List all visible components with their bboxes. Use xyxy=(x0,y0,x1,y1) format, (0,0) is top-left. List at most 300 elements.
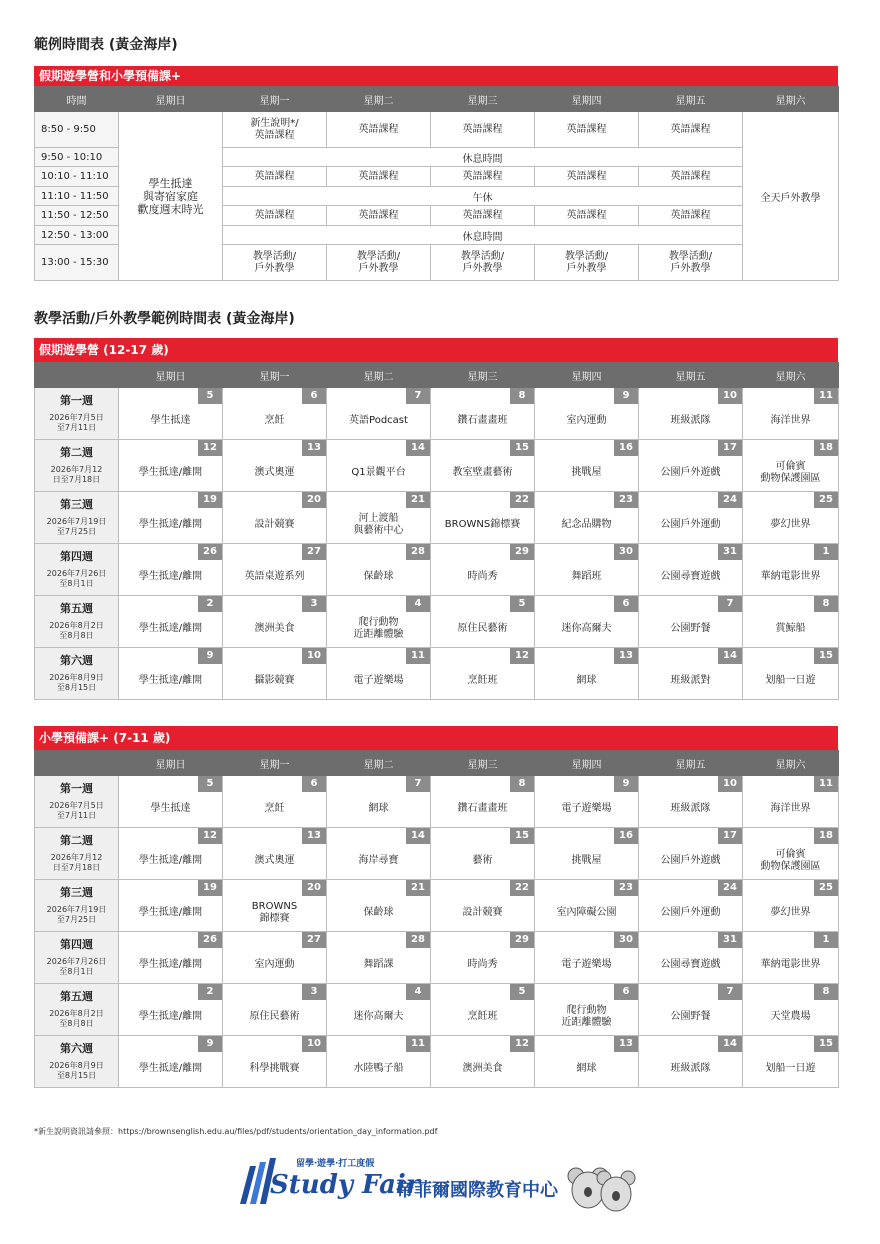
day-cell xyxy=(639,596,743,648)
day-number: 13 xyxy=(614,648,638,664)
activity-label: 烹飪班 xyxy=(467,1010,498,1022)
cal-header: 星期三 xyxy=(431,363,535,388)
day-number: 11 xyxy=(406,648,430,664)
day-cell xyxy=(535,1036,639,1088)
activity-label: 海洋世界 xyxy=(770,802,811,814)
week-label: 第六週 xyxy=(60,654,93,667)
day-cell xyxy=(119,932,223,984)
cal-header: 星期四 xyxy=(535,363,639,388)
day-number: 25 xyxy=(814,492,838,508)
day-cell xyxy=(327,932,431,984)
time-slot: 11:50 - 12:50 xyxy=(35,206,119,226)
week-dates: 2026年7月12 日至7月18日 xyxy=(50,465,103,484)
cal-header: 星期一 xyxy=(223,363,327,388)
day-number: 8 xyxy=(814,984,838,1000)
day-number: 14 xyxy=(406,828,430,844)
day-cell xyxy=(119,596,223,648)
day-number: 6 xyxy=(614,984,638,1000)
day-cell xyxy=(119,880,223,932)
day-cell xyxy=(535,492,639,544)
day-number: 13 xyxy=(302,828,326,844)
day-cell xyxy=(223,828,327,880)
day-cell xyxy=(431,492,535,544)
activity-label: 澳洲美食 xyxy=(462,1062,503,1074)
day-cell xyxy=(639,544,743,596)
activity-label: 班級派對 xyxy=(670,674,711,686)
day-number: 11 xyxy=(406,1036,430,1052)
cal-header: 星期五 xyxy=(639,751,743,776)
day-number: 24 xyxy=(718,492,742,508)
t1-header: 星期五 xyxy=(639,87,743,112)
activity-label: 挑戰屋 xyxy=(571,854,602,866)
t1-header: 時間 xyxy=(35,87,119,112)
activity-label: 水陸鴨子船 xyxy=(353,1062,404,1074)
day-cell xyxy=(223,648,327,700)
week-label-cell xyxy=(35,828,119,880)
cal-header: 星期日 xyxy=(119,363,223,388)
activity-label: 電子遊樂場 xyxy=(353,674,404,686)
day-number: 27 xyxy=(302,544,326,560)
activity-label: 科學挑戰賽 xyxy=(249,1062,300,1074)
day-number: 20 xyxy=(302,880,326,896)
day-cell xyxy=(431,440,535,492)
class-cell: 英語課程 xyxy=(431,112,535,148)
time-slot: 13:00 - 15:30 xyxy=(35,245,119,281)
day-number: 25 xyxy=(814,880,838,896)
activity-label: 公園戶外運動 xyxy=(660,906,721,918)
week-label-cell xyxy=(35,880,119,932)
day-cell xyxy=(743,1036,839,1088)
day-number: 21 xyxy=(406,880,430,896)
activity-label: 室內運動 xyxy=(254,958,295,970)
day-cell xyxy=(327,544,431,596)
day-number: 19 xyxy=(198,880,222,896)
t1-header: 星期四 xyxy=(535,87,639,112)
activity-label: 海洋世界 xyxy=(770,414,811,426)
activity-label: 迷你高爾夫 xyxy=(353,1010,404,1022)
day-number: 8 xyxy=(510,776,534,792)
day-cell xyxy=(431,648,535,700)
activity-label: 班級派隊 xyxy=(670,414,711,426)
day-number: 16 xyxy=(614,828,638,844)
activity-label: 河上渡船 與藝術中心 xyxy=(353,512,404,536)
activity-label: 烹飪班 xyxy=(467,674,498,686)
day-cell xyxy=(743,544,839,596)
week-label-cell xyxy=(35,776,119,828)
week-label-cell xyxy=(35,932,119,984)
day-cell xyxy=(327,776,431,828)
day-number: 9 xyxy=(198,1036,222,1052)
week-dates: 2026年7月26日 至8月1日 xyxy=(46,957,107,976)
day-cell xyxy=(431,388,535,440)
activity-label: 攝影競賽 xyxy=(254,674,295,686)
day-cell xyxy=(639,648,743,700)
cal-header xyxy=(35,363,119,388)
activity-label: 藝術 xyxy=(472,854,493,866)
week-label: 第三週 xyxy=(60,498,93,511)
activity-label: 華納電影世界 xyxy=(760,570,821,582)
day-cell xyxy=(119,984,223,1036)
day-number: 7 xyxy=(406,776,430,792)
day-number: 26 xyxy=(198,932,222,948)
day-cell xyxy=(327,828,431,880)
logo-name-en: Study Fair xyxy=(270,1170,420,1200)
day-cell xyxy=(119,828,223,880)
activity-label: 電子遊樂場 xyxy=(561,958,612,970)
day-number: 29 xyxy=(510,932,534,948)
week-dates: 2026年7月12 日至7月18日 xyxy=(50,853,103,872)
day-number: 6 xyxy=(614,596,638,612)
day-cell xyxy=(743,880,839,932)
activity-label: 爬行動物 近距離體驗 xyxy=(561,1004,612,1028)
camp1-calendar xyxy=(34,362,839,700)
day-cell xyxy=(535,596,639,648)
activity-label: 保齡球 xyxy=(363,906,394,918)
section2-title: 教學活動/戶外教學範例時間表 (黃金海岸) xyxy=(34,311,295,327)
day-cell xyxy=(535,984,639,1036)
day-cell xyxy=(431,596,535,648)
activity-label: 天堂農場 xyxy=(770,1010,811,1022)
activity-label: 時尚秀 xyxy=(467,570,498,582)
week-label: 第二週 xyxy=(60,834,93,847)
activity-label: 時尚秀 xyxy=(467,958,498,970)
activity-label: 挑戰屋 xyxy=(571,466,602,478)
day-number: 3 xyxy=(302,596,326,612)
day-cell xyxy=(743,492,839,544)
class-cell: 教學活動/ 戶外教學 xyxy=(327,245,431,281)
activity-label: 公園戶外遊戲 xyxy=(660,854,721,866)
day-cell xyxy=(223,932,327,984)
section1-title: 範例時間表 (黃金海岸) xyxy=(34,37,178,53)
activity-label: 可倫賓 動物保護園區 xyxy=(760,848,821,872)
week-label-cell xyxy=(35,648,119,700)
class-cell: 英語課程 xyxy=(327,112,431,148)
time-slot: 12:50 - 13:00 xyxy=(35,226,119,245)
cal-header: 星期日 xyxy=(119,751,223,776)
week-label: 第三週 xyxy=(60,886,93,899)
class-cell: 英語課程 xyxy=(639,167,743,187)
week-label: 第二週 xyxy=(60,446,93,459)
time-slot: 9:50 - 10:10 xyxy=(35,148,119,167)
week-dates: 2026年8月2日 至8月8日 xyxy=(49,621,104,640)
day-cell xyxy=(327,596,431,648)
cal-header: 星期二 xyxy=(327,363,431,388)
day-cell xyxy=(535,388,639,440)
activity-label: 鑽石畫畫班 xyxy=(457,414,508,426)
day-cell xyxy=(223,880,327,932)
day-cell xyxy=(743,440,839,492)
day-number: 14 xyxy=(718,1036,742,1052)
day-number: 5 xyxy=(198,776,222,792)
day-number: 6 xyxy=(302,776,326,792)
day-cell xyxy=(119,776,223,828)
day-cell xyxy=(639,880,743,932)
day-cell xyxy=(119,492,223,544)
activity-label: BROWNS 錦標賽 xyxy=(251,900,298,924)
day-cell xyxy=(743,648,839,700)
activity-label: 烹飪 xyxy=(264,802,285,814)
day-number: 11 xyxy=(814,388,838,404)
day-cell xyxy=(639,776,743,828)
activity-label: 澳式奧運 xyxy=(254,854,295,866)
day-number: 12 xyxy=(198,440,222,456)
class-cell: 英語課程 xyxy=(639,206,743,226)
day-number: 15 xyxy=(510,828,534,844)
day-number: 9 xyxy=(614,776,638,792)
day-number: 10 xyxy=(718,388,742,404)
day-cell xyxy=(223,544,327,596)
day-number: 7 xyxy=(718,984,742,1000)
week-dates: 2026年8月9日 至8月15日 xyxy=(49,673,104,692)
class-cell: 英語課程 xyxy=(223,167,327,187)
day-cell xyxy=(327,648,431,700)
week-label: 第一週 xyxy=(60,782,93,795)
week-dates: 2026年7月19日 至7月25日 xyxy=(46,905,107,924)
class-cell: 新生說明*/ 英語課程 xyxy=(223,112,327,148)
activity-label: 電子遊樂場 xyxy=(561,802,612,814)
day-cell xyxy=(431,544,535,596)
camp2-calendar xyxy=(34,750,839,1088)
koala-mascot-icon xyxy=(566,1160,636,1218)
day-cell xyxy=(535,932,639,984)
class-cell: 英語課程 xyxy=(535,206,639,226)
day-number: 12 xyxy=(510,1036,534,1052)
day-cell xyxy=(119,648,223,700)
day-cell xyxy=(639,440,743,492)
day-cell xyxy=(535,544,639,596)
day-number: 13 xyxy=(614,1036,638,1052)
class-cell: 英語課程 xyxy=(535,167,639,187)
activity-label: 紀念品購物 xyxy=(561,518,612,530)
activity-label: 烹飪 xyxy=(264,414,285,426)
activity-label: 鑽石畫畫班 xyxy=(457,802,508,814)
cal-header: 星期一 xyxy=(223,751,327,776)
t1-header: 星期六 xyxy=(743,87,839,112)
activity-label: 學生抵達/離開 xyxy=(138,674,203,686)
activity-label: 學生抵達/離開 xyxy=(138,958,203,970)
day-cell xyxy=(535,828,639,880)
section1-banner: 假期遊學營和小學預備課+ xyxy=(34,66,838,86)
day-cell xyxy=(431,880,535,932)
activity-label: 澳式奧運 xyxy=(254,466,295,478)
day-number: 5 xyxy=(510,596,534,612)
class-cell: 英語課程 xyxy=(223,206,327,226)
day-number: 13 xyxy=(302,440,326,456)
day-cell xyxy=(431,776,535,828)
activity-label: 公園尋寶遊戲 xyxy=(660,958,721,970)
activity-label: 學生抵達/離開 xyxy=(138,906,203,918)
day-cell xyxy=(639,1036,743,1088)
activity-label: 學生抵達/離開 xyxy=(138,1010,203,1022)
activity-label: 網球 xyxy=(576,674,597,686)
time-slot: 11:10 - 11:50 xyxy=(35,187,119,206)
activity-label: 室內運動 xyxy=(566,414,607,426)
day-number: 28 xyxy=(406,544,430,560)
activity-label: 舞蹈課 xyxy=(363,958,394,970)
day-number: 6 xyxy=(302,388,326,404)
day-number: 29 xyxy=(510,544,534,560)
week-dates: 2026年8月9日 至8月15日 xyxy=(49,1061,104,1080)
day-number: 23 xyxy=(614,492,638,508)
day-number: 17 xyxy=(718,828,742,844)
day-cell xyxy=(639,932,743,984)
time-slot: 10:10 - 11:10 xyxy=(35,167,119,187)
saturday-cell: 全天戶外教學 xyxy=(743,112,839,281)
day-number: 21 xyxy=(406,492,430,508)
activity-label: 班級派隊 xyxy=(670,802,711,814)
day-number: 30 xyxy=(614,544,638,560)
day-number: 10 xyxy=(302,1036,326,1052)
activity-label: 室內障礙公園 xyxy=(556,906,617,918)
activity-label: 舞蹈班 xyxy=(571,570,602,582)
day-number: 18 xyxy=(814,828,838,844)
activity-label: 爬行動物 近距離體驗 xyxy=(353,616,404,640)
activity-label: Q1景觀平台 xyxy=(351,466,406,478)
activity-label: 學生抵達 xyxy=(150,414,191,426)
t1-header: 星期一 xyxy=(223,87,327,112)
cal-header xyxy=(35,751,119,776)
day-number: 3 xyxy=(302,984,326,1000)
day-number: 4 xyxy=(406,984,430,1000)
day-cell xyxy=(639,984,743,1036)
day-number: 22 xyxy=(510,880,534,896)
week-label-cell xyxy=(35,388,119,440)
day-number: 28 xyxy=(406,932,430,948)
activity-label: 可倫賓 動物保護園區 xyxy=(760,460,821,484)
activity-label: 學生抵達/離開 xyxy=(138,622,203,634)
activity-label: BROWNS錦標賽 xyxy=(444,518,521,530)
day-cell xyxy=(119,544,223,596)
day-number: 9 xyxy=(614,388,638,404)
day-cell xyxy=(743,388,839,440)
activity-label: 原住民藝術 xyxy=(457,622,508,634)
activity-label: 原住民藝術 xyxy=(249,1010,300,1022)
day-number: 2 xyxy=(198,596,222,612)
week-label: 第四週 xyxy=(60,550,93,563)
day-number: 1 xyxy=(814,932,838,948)
week-dates: 2026年7月19日 至7月25日 xyxy=(46,517,107,536)
day-cell xyxy=(431,932,535,984)
sunday-cell: 學生抵達 與寄宿家庭 歡度週末時光 xyxy=(119,112,223,281)
day-number: 20 xyxy=(302,492,326,508)
day-number: 31 xyxy=(718,932,742,948)
day-number: 22 xyxy=(510,492,534,508)
logo-name-zh: 帝菲爾國際教育中心 xyxy=(396,1180,558,1201)
week-label-cell xyxy=(35,544,119,596)
activity-label: 公園尋寶遊戲 xyxy=(660,570,721,582)
activity-label: 班級派隊 xyxy=(670,1062,711,1074)
week-dates: 2026年7月5日 至7月11日 xyxy=(49,801,104,820)
day-number: 15 xyxy=(814,648,838,664)
day-number: 7 xyxy=(718,596,742,612)
cal-header: 星期二 xyxy=(327,751,431,776)
day-cell xyxy=(743,828,839,880)
day-cell xyxy=(535,440,639,492)
week-label: 第一週 xyxy=(60,394,93,407)
day-cell xyxy=(535,648,639,700)
activity-label: 夢幻世界 xyxy=(770,518,811,530)
week-label-cell xyxy=(35,1036,119,1088)
activity-label: 公園野餐 xyxy=(670,622,711,634)
class-cell: 教學活動/ 戶外教學 xyxy=(639,245,743,281)
activity-label: 澳洲美食 xyxy=(254,622,295,634)
day-number: 11 xyxy=(814,776,838,792)
day-number: 16 xyxy=(614,440,638,456)
day-number: 10 xyxy=(302,648,326,664)
week-dates: 2026年8月2日 至8月8日 xyxy=(49,1009,104,1028)
day-number: 4 xyxy=(406,596,430,612)
day-cell xyxy=(223,984,327,1036)
day-number: 17 xyxy=(718,440,742,456)
cal-header: 星期六 xyxy=(743,751,839,776)
day-number: 18 xyxy=(814,440,838,456)
day-cell xyxy=(223,388,327,440)
logo-tagline: 留學‧遊學‧打工度假 xyxy=(296,1159,375,1169)
activity-label: 划船一日遊 xyxy=(765,1062,816,1074)
day-number: 26 xyxy=(198,544,222,560)
day-cell xyxy=(639,828,743,880)
class-cell: 教學活動/ 戶外教學 xyxy=(431,245,535,281)
activity-label: 設計競賽 xyxy=(254,518,295,530)
day-number: 14 xyxy=(406,440,430,456)
class-cell: 英語課程 xyxy=(431,206,535,226)
week-label-cell xyxy=(35,492,119,544)
activity-label: 英語桌遊系列 xyxy=(244,570,305,582)
week-label-cell xyxy=(35,440,119,492)
day-number: 24 xyxy=(718,880,742,896)
break-cell: 休息時間 xyxy=(223,148,743,167)
activity-label: 划船一日遊 xyxy=(765,674,816,686)
day-number: 31 xyxy=(718,544,742,560)
day-cell xyxy=(223,596,327,648)
activity-label: 保齡球 xyxy=(363,570,394,582)
day-cell xyxy=(639,388,743,440)
day-cell xyxy=(431,984,535,1036)
day-number: 9 xyxy=(198,648,222,664)
activity-label: 迷你高爾夫 xyxy=(561,622,612,634)
day-cell xyxy=(119,388,223,440)
day-cell xyxy=(431,828,535,880)
class-cell: 英語課程 xyxy=(327,167,431,187)
class-cell: 英語課程 xyxy=(639,112,743,148)
day-number: 23 xyxy=(614,880,638,896)
day-number: 12 xyxy=(198,828,222,844)
week-label: 第四週 xyxy=(60,938,93,951)
day-cell xyxy=(743,596,839,648)
day-number: 8 xyxy=(814,596,838,612)
activity-label: 設計競賽 xyxy=(462,906,503,918)
day-cell xyxy=(223,440,327,492)
day-number: 12 xyxy=(510,648,534,664)
class-cell: 教學活動/ 戶外教學 xyxy=(535,245,639,281)
break-cell: 休息時間 xyxy=(223,226,743,245)
activity-label: 公園戶外遊戲 xyxy=(660,466,721,478)
activity-label: 網球 xyxy=(576,1062,597,1074)
t1-header: 星期二 xyxy=(327,87,431,112)
day-number: 30 xyxy=(614,932,638,948)
activity-label: 夢幻世界 xyxy=(770,906,811,918)
day-cell xyxy=(327,1036,431,1088)
activity-label: 華納電影世界 xyxy=(760,958,821,970)
day-cell xyxy=(535,776,639,828)
day-number: 14 xyxy=(718,648,742,664)
day-cell xyxy=(743,776,839,828)
day-cell xyxy=(327,388,431,440)
day-cell xyxy=(327,440,431,492)
day-number: 5 xyxy=(510,984,534,1000)
day-cell xyxy=(743,932,839,984)
camp2-banner: 小學預備課+ (7-11 歲) xyxy=(34,726,838,750)
